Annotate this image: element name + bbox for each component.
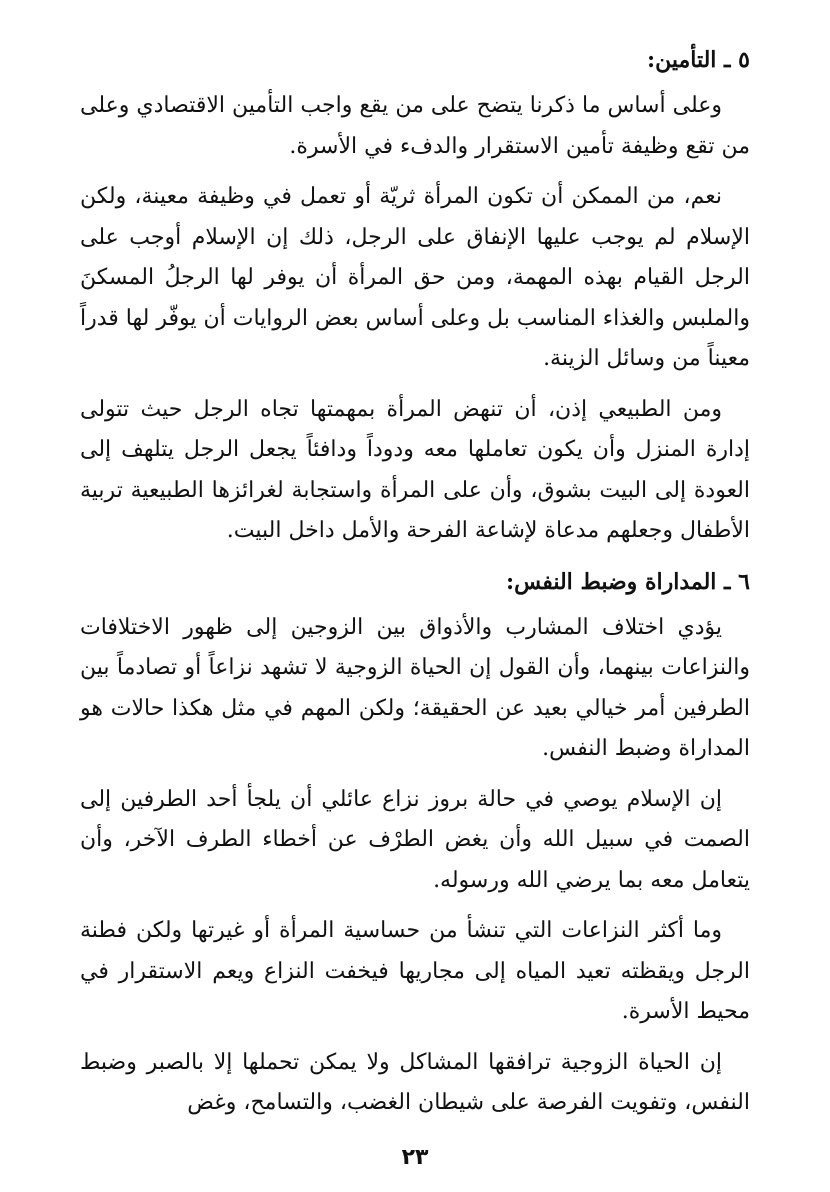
section-tolerance-self-control <box>80 562 750 1124</box>
paragraph: إن الحياة الزوجية ترافقها المشاكل ولا يمكن تحملها إلا بالصبر وضبط النفس، وتفويت الفرصة على شيطان الغضب، والتسامح، وغض <box>80 1049 750 1115</box>
paragraph: يؤدي اختلاف المشارب والأذواق بين الزوجين إلى ظهور الاختلافات والنزاعات بينهما، وأن القول إن الحياة الزوجية لا تشهد نزاعاً أو تصادماً بين الطرفين أمر خيالي بعيد عن الحقيقة؛ ولكن المهم في مثل هكذا حالات هو المداراة وضبط النفس. <box>80 614 750 761</box>
section-heading: ٦ ـ المداراة وضبط النفس: <box>506 568 750 595</box>
page-body <box>80 40 750 1134</box>
page-number: ٢٣ <box>401 1145 429 1170</box>
paragraph: نعم، من الممكن أن تكون المرأة ثريّة أو تعمل في وظيفة معينة، ولكن الإسلام لم يوجب عليها الإنفاق على الرجل، ذلك إن الإسلام أوجب على الرجل القيام بهذه المهمة، ومن حق المرأة أن يوفر لها الرجلُ المسكنَ والملبس والغذاء المناسب بل وعلى أساس بعض الروايات أن يوفّر لها قدراً معيناً من وسائل الزينة. <box>80 184 750 371</box>
paragraph: وعلى أساس ما ذكرنا يتضح على من يقع واجب التأمين الاقتصادي وعلى من تقع وظيفة تأمين الاستقرار والدفء في الأسرة. <box>80 93 750 159</box>
paragraph: وما أكثر النزاعات التي تنشأ من حساسية المرأة أو غيرتها ولكن فطنة الرجل ويقظته تعيد المياه إلى مجاريها فيخفت النزاع ويعم الاستقرار في محيط الأسرة. <box>80 918 750 1024</box>
paragraph: ومن الطبيعي إذن، أن تنهض المرأة بمهمتها تجاه الرجل حيث تتولى إدارة المنزل وأن يكون تعاملها معه ودوداً ودافئاً يجعل الرجل يتلهف إلى العودة إلى البيت بشوق، وأن على المرأة واستجابة لغرائزها الطبيعية تربية الأطفال وجعلهم مدعاة لإشاعة الفرحة والأمل داخل البيت. <box>80 396 750 543</box>
section-insurance <box>80 40 750 552</box>
paragraph: إن الإسلام يوصي في حالة بروز نزاع عائلي أن يلجأ أحد الطرفين إلى الصمت في سبيل الله وأن يغض الطرْف عن أخطاء الطرف الآخر، وأن يتعامل معه بما يرضي الله ورسوله. <box>80 786 750 893</box>
section-heading: ٥ ـ التأمين: <box>646 47 750 73</box>
